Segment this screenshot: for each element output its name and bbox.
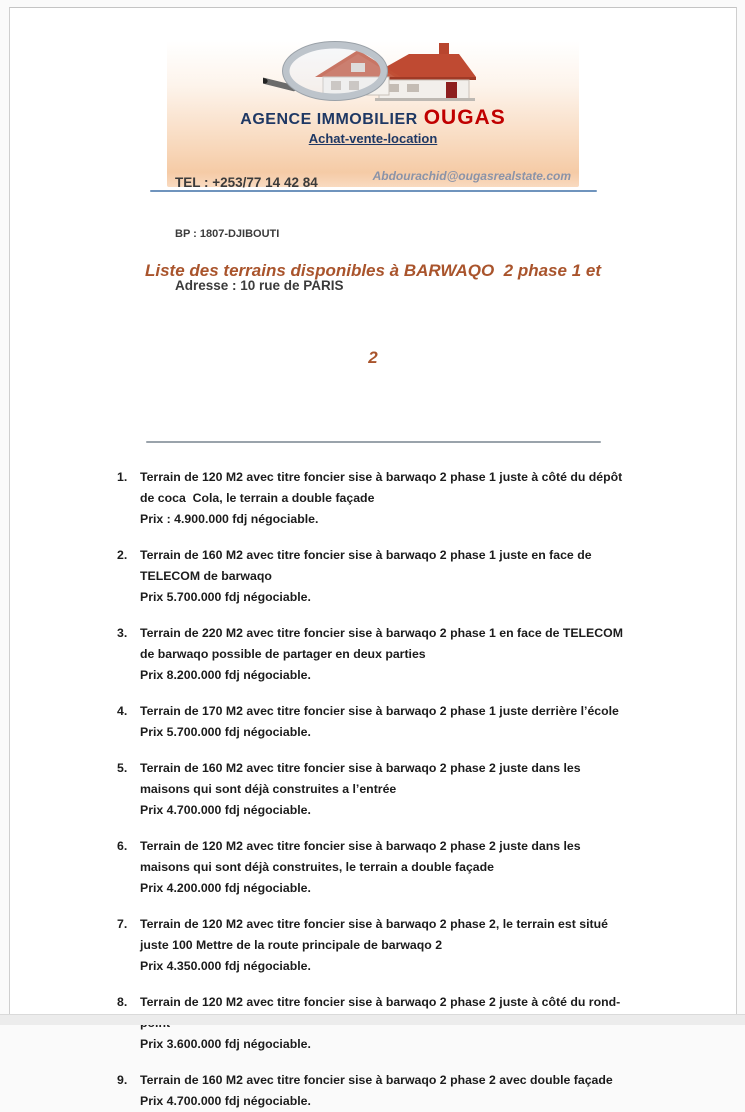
agency-name: AGENCE IMMOBILIER (240, 111, 418, 128)
page-bottom-edge (0, 1014, 745, 1025)
page-title-line2: 2 (368, 348, 378, 367)
listing-line: Terrain de 170 M2 avec titre foncier sise à barwaqo 2 phase 1 juste derrière l’école (140, 704, 619, 718)
listing-text (140, 914, 736, 977)
listing-line: Terrain de 120 M2 avec titre foncier sise à barwaqo 2 phase 2, le terrain est situé (140, 917, 608, 931)
listing-item (117, 545, 736, 608)
listing-line: de barwaqo possible de partager en deux parties (140, 647, 426, 661)
page-title-line1: Liste des terrains disponibles à BARWAQO 2 phase 1 et (145, 261, 601, 280)
listing-number: 9. (117, 1073, 128, 1087)
listing-price: Prix : 4.900.000 fdj négociable. (140, 512, 319, 526)
listing-item (117, 701, 736, 743)
listing-price: Prix 5.700.000 fdj négociable. (140, 590, 311, 604)
listing-line: Terrain de 220 M2 avec titre foncier sise à barwaqo 2 phase 1 en face de TELECOM (140, 626, 623, 640)
listing-line: Terrain de 160 M2 avec titre foncier sise à barwaqo 2 phase 2 avec double façade (140, 1073, 613, 1087)
listing-price: Prix 5.700.000 fdj négociable. (140, 725, 311, 739)
title-divider-line (146, 441, 601, 443)
listing-price: Prix 4.200.000 fdj négociable. (140, 881, 311, 895)
agency-brand: OUGAS (423, 106, 506, 129)
listing-item (117, 758, 736, 821)
listing-price: Prix 4.350.000 fdj négociable. (140, 959, 311, 973)
contact-block (175, 138, 344, 330)
listing-text (140, 545, 736, 608)
listing-line: Terrain de 120 M2 avec titre foncier sise à barwaqo 2 phase 2 juste dans les (140, 839, 581, 853)
listing-price: Prix 3.600.000 fdj négociable. (140, 1037, 311, 1051)
listing-line: juste 100 Mettre de la route principale de barwaqo 2 (140, 938, 443, 952)
page-title (10, 198, 736, 430)
listing-line: maisons qui sont déjà construites a l’entrée (140, 782, 397, 796)
listing-text (140, 1070, 736, 1112)
contact-bp: BP : 1807-DJIBOUTI (175, 228, 280, 240)
listing-item (117, 467, 736, 530)
listing-text (140, 623, 736, 686)
listing-line: Terrain de 120 M2 avec titre foncier sise à barwaqo 2 phase 2 juste à côté du rond- (140, 995, 621, 1009)
listing-line: maisons qui sont déjà construites, le terrain a double façade (140, 860, 494, 874)
magnifier-house-icon (263, 41, 483, 108)
listing-item (117, 1070, 736, 1112)
listing-number: 2. (117, 548, 128, 562)
listing-line: Terrain de 160 M2 avec titre foncier sise à barwaqo 2 phase 1 juste en face de (140, 548, 592, 562)
contact-email: Abdourachid@ougasrealstate.com (372, 169, 571, 183)
listing-price: Prix 8.200.000 fdj négociable. (140, 668, 311, 682)
document-page (9, 7, 737, 1108)
listing-item (117, 623, 736, 686)
listing-number: 1. (117, 470, 128, 484)
listing-price: Prix 4.700.000 fdj négociable. (140, 803, 311, 817)
contact-adresse: Adresse : 10 rue de PARIS (175, 278, 344, 293)
listing-number: 3. (117, 626, 128, 640)
agency-logo (167, 41, 579, 108)
listing-line: Terrain de 120 M2 avec titre foncier sise à barwaqo 2 phase 1 juste à côté du dépôt (140, 470, 623, 484)
listing-text (140, 701, 736, 743)
listing-line: Terrain de 160 M2 avec titre foncier sise à barwaqo 2 phase 2 juste dans les (140, 761, 581, 775)
listing-text (140, 836, 736, 899)
listing-number: 6. (117, 839, 128, 853)
listing-number: 5. (117, 761, 128, 775)
listing-number: 7. (117, 917, 128, 931)
listing-line: TELECOM de barwaqo (140, 569, 272, 583)
listing-line: de coca Cola, le terrain a double façade (140, 491, 375, 505)
listing-item (117, 914, 736, 977)
listing-number: 4. (117, 704, 128, 718)
listing-text (140, 758, 736, 821)
agency-title (167, 108, 579, 130)
listing-text (140, 467, 736, 530)
listing-price: Prix 4.700.000 fdj négociable. (140, 1094, 311, 1108)
contact-tel: TEL : +253/77 14 42 84 (175, 175, 318, 190)
agency-tagline: Achat-vente-location (308, 131, 438, 146)
listing-item (117, 836, 736, 899)
listing-number: 8. (117, 995, 128, 1009)
